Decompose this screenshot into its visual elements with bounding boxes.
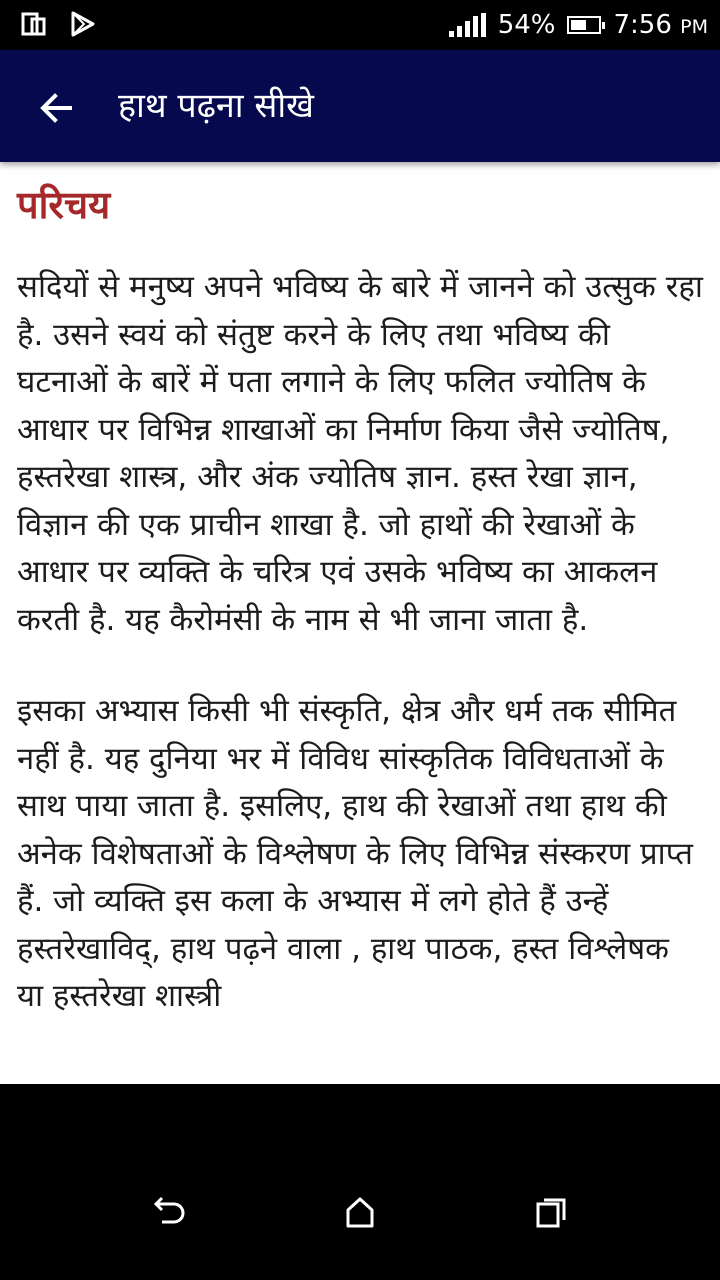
navigation-bar bbox=[0, 1084, 720, 1280]
arrow-left-icon[interactable] bbox=[36, 88, 76, 128]
clock-suffix: PM bbox=[680, 16, 708, 38]
battery-percent: 54% bbox=[497, 10, 556, 40]
article-content[interactable] bbox=[0, 162, 720, 1084]
app-bar bbox=[0, 50, 720, 162]
dual-screen-icon bbox=[20, 10, 48, 38]
signal-icon bbox=[449, 13, 486, 37]
article-paragraph: इसका अभ्यास किसी भी संस्कृति, क्षेत्र और धर्म तक सीमित नहीं है. यह दुनिया भर में विविध सांस्कृतिक विविधताओं के साथ पाया जाता है. इसलिए, हाथ की रेखाओं तथा हाथ की अनेक विशेषताओं के विश्लेषण के लिए विभिन्न संस्करण प्राप्त हैं. जो व्यक्ति इस कला के अभ्यास में लगे होते हैं उन्हें हस्तरेखाविद्, हाथ पढ़ने वाला , हाथ पाठक, हस्त विश्लेषक या हस्तरेखा शास्त्री bbox=[17, 693, 693, 1014]
nav-recents-icon[interactable] bbox=[532, 1192, 572, 1232]
clock bbox=[613, 10, 708, 40]
article-paragraph: सदियों से मनुष्य अपने भविष्य के बारे में जानने को उत्सुक रहा है. उसने स्वयं को संतुष्ट करने के लिए तथा भविष्य की घटनाओं के बारें में पता लगाने के लिए फलित ज्योतिष के आधार पर विभिन्न शाखाओं का निर्माण किया जैसे ज्योतिष, हस्तरेखा शास्त्र, और अंक ज्योतिष ज्ञान. हस्त रेखा ज्ञान, विज्ञान की एक प्राचीन शाखा है. जो हाथों की रेखाओं के आधार पर व्यक्ति के चरित्र एवं उसके भविष्य का आकलन करती है. यह कैरोमंसी के नाम से भी जाना जाता है. bbox=[17, 269, 703, 638]
nav-home-icon[interactable] bbox=[340, 1192, 380, 1232]
article-heading: परिचय bbox=[17, 183, 111, 227]
play-store-icon bbox=[68, 10, 96, 38]
clock-time: 7:56 bbox=[613, 10, 672, 40]
notification-icons bbox=[20, 10, 96, 38]
battery-icon bbox=[567, 16, 601, 34]
nav-back-icon[interactable] bbox=[148, 1192, 188, 1232]
app-bar-title: हाथ पढ़ना सीखे bbox=[118, 86, 314, 126]
status-bar bbox=[0, 0, 720, 50]
